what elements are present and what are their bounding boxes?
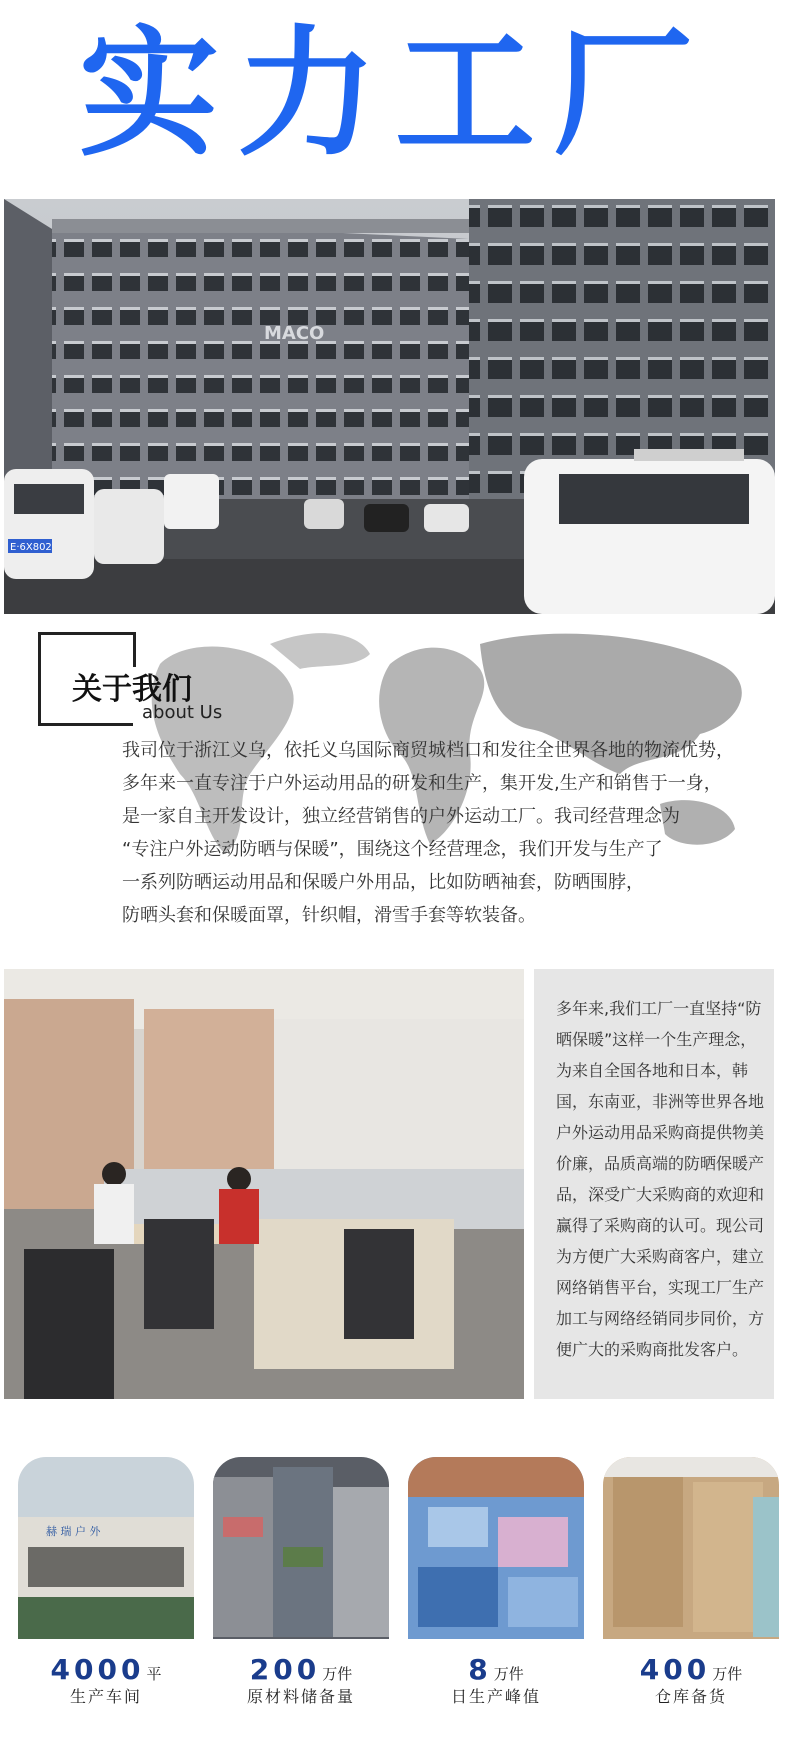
stat-workshop: [11, 1653, 201, 1707]
about-heading: 关于我们: [72, 672, 192, 707]
warehouse-photo: [603, 1457, 779, 1639]
building-sign: MACO: [264, 323, 325, 344]
stat-number: 8: [468, 1653, 492, 1686]
stat-number: 200: [249, 1653, 321, 1686]
daily-production-photo: [408, 1457, 584, 1639]
stat-warehouse: [596, 1653, 786, 1707]
office-photo: [4, 969, 524, 1399]
factory-building-photo: [4, 199, 775, 614]
license-plate: E·6X802: [10, 542, 52, 553]
page-title-banner: [0, 0, 790, 190]
stat-label: 仓库备货: [654, 1687, 727, 1706]
stat-label: 生产车间: [69, 1687, 142, 1706]
about-line: 一系列防晒运动用品和保暖户外用品，比如防晒袖套，防晒围脖，: [122, 872, 644, 893]
stat-unit: 万件: [493, 1665, 524, 1683]
about-paragraph: [122, 734, 790, 932]
office-description-panel: [534, 969, 774, 1399]
workshop-photo: [18, 1457, 194, 1639]
office-description: 多年来,我们工厂一直坚持“防晒保暖”这样一个生产理念，为来自全国各地和日本，韩国，东南亚，非洲等世界各地户外运动用品采购商提供物美价廉，品质高端的防晒保暖产品，深受广大采购商的欢迎和赢得了采购商的认可。现公司为方便广大采购商客户，建立网络销售平台，实现工厂生产加工与网络经销同步同价，方便广大的采购商批发客户。: [556, 999, 765, 1359]
stat-unit: 万件: [322, 1665, 353, 1683]
stat-number: 400: [639, 1653, 711, 1686]
about-line: 是一家自主开发设计，独立经营销售的户外运动工厂。我司经营理念为: [122, 806, 680, 827]
about-line: 我司位于浙江义乌，依托义乌国际商贸城档口和发往全世界各地的物流优势，: [122, 740, 734, 761]
about-section: [0, 624, 790, 954]
about-line: 防晒头套和保暖面罩，针织帽，滑雪手套等软装备。: [122, 905, 536, 926]
stat-unit: 平: [146, 1665, 162, 1683]
workshop-sign: 赫 瑞 户 外: [46, 1525, 101, 1538]
stat-material: [206, 1653, 396, 1707]
stat-label: 日生产峰值: [450, 1687, 541, 1706]
page-title: 实力工厂: [78, 13, 711, 176]
about-line: “专注户外运动防晒与保暖”，围绕这个经营理念，我们开发与生产了: [122, 839, 663, 860]
stat-label: 原材料储备量: [246, 1687, 355, 1706]
fabric-storage-photo: [213, 1457, 389, 1639]
about-subheading: about Us: [142, 702, 223, 723]
about-line: 多年来一直专注于户外运动用品的研发和生产，集开发,生产和销售于一身，: [122, 773, 722, 794]
stat-number: 4000: [50, 1653, 145, 1686]
stat-unit: 万件: [712, 1665, 743, 1683]
stat-daily-output: [401, 1653, 591, 1707]
